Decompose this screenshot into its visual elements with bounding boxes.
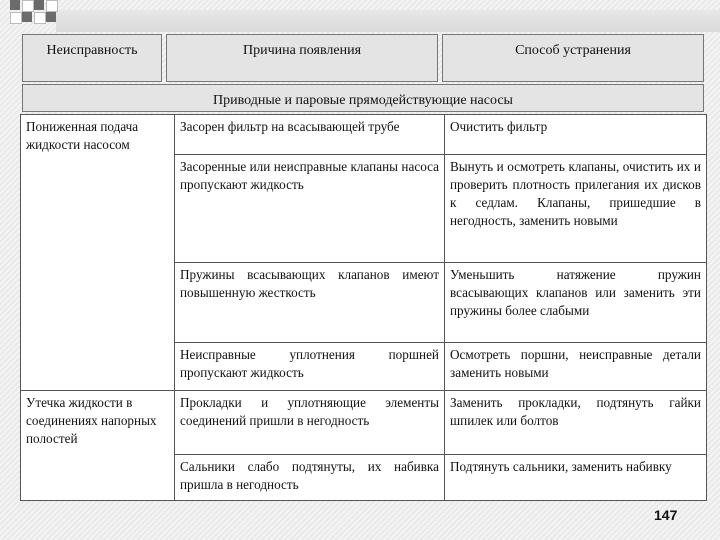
decor-square xyxy=(34,0,44,10)
header-fault: Неисправность xyxy=(22,34,162,82)
table-row xyxy=(21,115,707,155)
remedy-cell: Осмотреть поршни, неисправные детали заменить новыми xyxy=(445,343,707,391)
fault-cell: Пониженная подача жидкости насосом xyxy=(21,115,175,391)
decor-square xyxy=(10,0,20,10)
cause-cell: Прокладки и уплотняющие элементы соединений пришли в негодность xyxy=(175,391,445,455)
remedy-cell: Подтянуть сальники, заменить набивку xyxy=(445,455,707,501)
page-number: 147 xyxy=(654,507,678,523)
remedy-cell: Очистить фильтр xyxy=(445,115,707,155)
cause-cell: Засоренные или неисправные клапаны насоса пропускают жидкость xyxy=(175,155,445,263)
remedy-cell: Заменить прокладки, подтянуть гайки шпилек или болтов xyxy=(445,391,707,455)
cause-cell: Сальники слабо подтянуты, их набивка пришла в негодность xyxy=(175,455,445,501)
fault-cell: Утечка жидкости в соединениях напорных полостей xyxy=(21,391,175,501)
header-remedy: Способ устранения xyxy=(442,34,704,82)
cause-cell: Неисправные уплотнения поршней пропускают жидкость xyxy=(175,343,445,391)
decor-square xyxy=(22,12,32,22)
decor-square xyxy=(22,0,34,12)
decorative-band xyxy=(56,10,720,32)
faults-table xyxy=(20,114,707,501)
decorative-header-bar xyxy=(0,0,720,26)
decor-square xyxy=(46,12,56,22)
cause-cell: Пружины всасывающих клапанов имеют повышенную жесткость xyxy=(175,263,445,343)
decor-square xyxy=(46,0,58,12)
decor-square xyxy=(34,12,46,24)
section-title: Приводные и паровые прямодействующие насосы xyxy=(22,84,704,112)
header-cause: Причина появления xyxy=(166,34,438,82)
remedy-cell: Вынуть и осмотреть клапаны, очистить их и проверить плотность прилегания их дисков к седлам. Клапаны, пришедшие в негодность, заменить новыми xyxy=(445,155,707,263)
remedy-cell: Уменьшить натяжение пружин всасывающих клапанов или заменить эти пружины более слабыми xyxy=(445,263,707,343)
table-row xyxy=(21,391,707,455)
decor-square xyxy=(10,12,22,24)
cause-cell: Засорен фильтр на всасывающей трубе xyxy=(175,115,445,155)
